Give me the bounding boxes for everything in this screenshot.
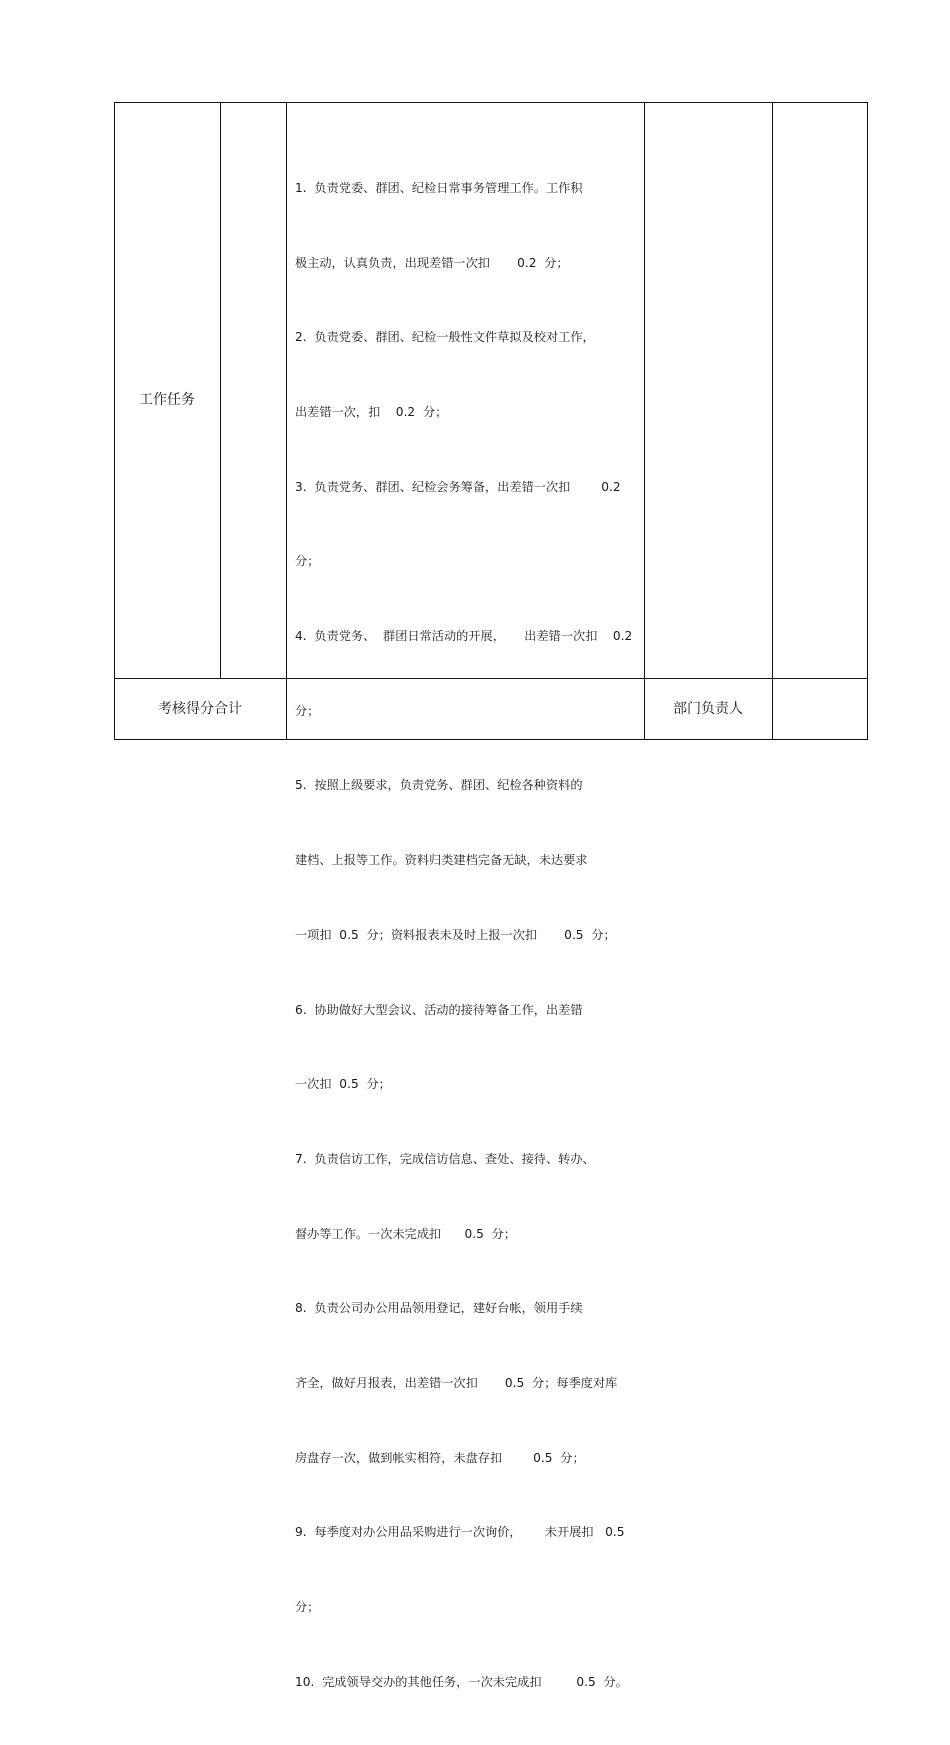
table-top-border xyxy=(114,102,868,103)
task-line: 出差错一次，扣 0.2 分； xyxy=(295,404,448,419)
work-tasks-content xyxy=(295,126,640,1745)
task-line: 分； xyxy=(295,554,320,569)
task-line: 8. 负责公司办公用品领用登记，建好台帐，领用手续 xyxy=(295,1301,583,1316)
table-right-border xyxy=(867,102,868,740)
task-line: 齐全，做好月报表，出差错一次扣 0.5 分；每季度对库 xyxy=(295,1376,618,1391)
task-line: 3. 负责党务、群团、纪检会务筹备，出差错一次扣 0.2 xyxy=(295,479,621,494)
task-line: 一项扣 0.5 分；资料报表未及时上报一次扣 0.5 分； xyxy=(295,927,616,942)
task-line: 5. 按照上级要求，负责党务、群团、纪检各种资料的 xyxy=(295,778,583,793)
column-divider-3 xyxy=(644,102,645,740)
task-line: 分； xyxy=(295,1600,320,1615)
task-line: 分； xyxy=(295,703,320,718)
column-divider-1 xyxy=(220,102,221,679)
task-line: 1. 负责党委、群团、纪检日常事务管理工作。工作积 xyxy=(295,180,583,195)
column-divider-4 xyxy=(772,102,773,740)
task-line: 房盘存一次，做到帐实相符，未盘存扣 0.5 分； xyxy=(295,1450,585,1465)
task-line: 7. 负责信访工作，完成信访信息、查处、接待、转办、 xyxy=(295,1151,595,1166)
task-line: 10. 完成领导交办的其他任务，一次未完成扣 0.5 分。 xyxy=(295,1674,628,1689)
table-left-border xyxy=(114,102,115,740)
total-score-label: 考核得分合计 xyxy=(158,701,242,717)
task-line: 建档、上报等工作。资料归类建档完备无缺，未达要求 xyxy=(295,853,588,868)
dept-head-label: 部门负责人 xyxy=(673,701,743,717)
task-line: 2. 负责党委、群团、纪检一般性文件草拟及校对工作， xyxy=(295,330,595,345)
task-line: 督办等工作。一次未完成扣 0.5 分； xyxy=(295,1226,516,1241)
task-line: 一次扣 0.5 分； xyxy=(295,1077,391,1092)
work-tasks-label: 工作任务 xyxy=(139,392,195,408)
task-line: 9. 每季度对办公用品采购进行一次询价， 未开展扣 0.5 xyxy=(295,1525,625,1540)
task-line: 6. 协助做好大型会议、活动的接待筹备工作，出差错 xyxy=(295,1002,583,1017)
task-line: 4. 负责党务、 群团日常活动的开展， 出差错一次扣 0.2 xyxy=(295,629,633,644)
task-line: 极主动，认真负责，出现差错一次扣 0.2 分； xyxy=(295,255,569,270)
column-divider-2 xyxy=(286,102,287,740)
